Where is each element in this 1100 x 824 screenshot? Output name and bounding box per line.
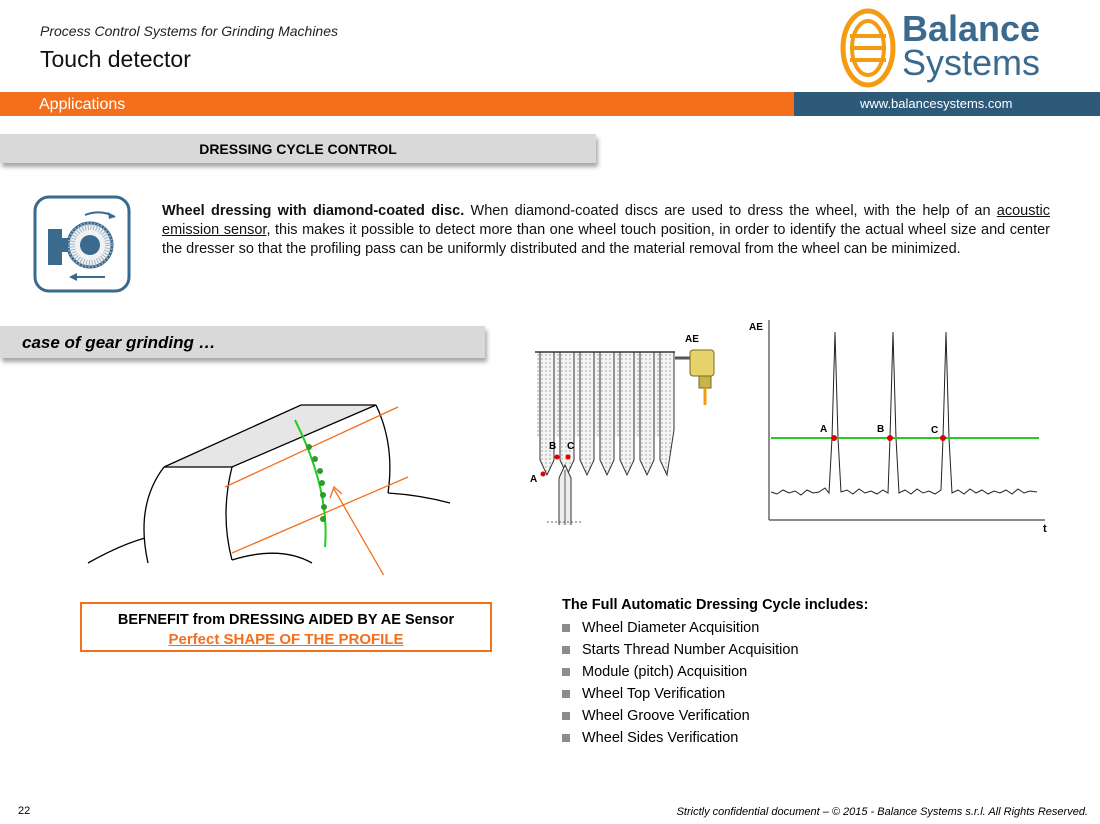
- list-item: [562, 683, 799, 705]
- company-logo: [840, 8, 1050, 88]
- list-item: [562, 705, 799, 727]
- description-lead: Wheel dressing with diamond-coated disc.: [162, 203, 465, 219]
- acoustic-emission-link[interactable]: acoustic emission sensor: [162, 203, 1050, 238]
- bullet-square-icon: [562, 690, 570, 698]
- benefit-box: [80, 602, 492, 652]
- page-number: 22: [18, 805, 31, 817]
- logo-text-systems: Systems: [902, 42, 1041, 83]
- peak-b-marker: [887, 435, 893, 441]
- peak-c-marker: [940, 435, 946, 441]
- case-heading: case of gear grinding …: [22, 333, 216, 352]
- peak-c-label: C: [931, 425, 939, 436]
- chart-x-label: t: [1043, 523, 1047, 535]
- benefit-highlight: Perfect SHAPE OF THE PROFILE: [168, 631, 404, 648]
- benefit-title: BEFNEFIT from DRESSING AIDED BY AE Sensor: [117, 612, 455, 628]
- bullet-square-icon: [562, 668, 570, 676]
- description-paragraph: [162, 202, 1050, 259]
- bullet-square-icon: [562, 646, 570, 654]
- list-item-text: Wheel Diameter Acquisition: [582, 620, 760, 636]
- bullet-square-icon: [562, 624, 570, 632]
- document-subtitle: Process Control Systems for Grinding Machines: [40, 23, 338, 39]
- website-bar: [794, 92, 1100, 116]
- balance-logo-icon: [840, 8, 900, 88]
- ae-sensor-label: AE: [685, 334, 699, 345]
- website-link[interactable]: www.balancesystems.com: [860, 96, 1013, 111]
- footer-notice: Strictly confidential document – © 2015 - Balance Systems s.r.l. All Rights Reserved.: [676, 806, 1088, 818]
- gear-grinding-illustration: [80, 395, 460, 575]
- list-item: [562, 727, 799, 749]
- point-c-label: C: [567, 441, 575, 452]
- list-item-text: Wheel Top Verification: [582, 686, 726, 702]
- list-item-text: Wheel Sides Verification: [582, 730, 739, 746]
- bullet-square-icon: [562, 712, 570, 720]
- description-part-2: , this makes it possible to detect more than one wheel touch position, in order to identify the actual wheel size and center the dresser so that the profiling pass can be uniformly distributed and the material removal from the wheel can be minimized.: [162, 222, 1051, 257]
- list-item: [562, 617, 799, 639]
- chart-y-label: AE: [749, 322, 763, 333]
- ae-signal-chart: [745, 318, 1060, 538]
- list-item: [562, 661, 799, 683]
- ae-signal-trace: [771, 332, 1037, 495]
- list-item-text: Wheel Groove Verification: [582, 708, 750, 724]
- section-bar: [0, 92, 794, 116]
- cycle-heading: The Full Automatic Dressing Cycle includes:: [562, 597, 869, 613]
- grinding-wheel-diagram: [525, 330, 735, 535]
- dressing-cycle-banner: [0, 134, 596, 163]
- list-item: [562, 639, 799, 661]
- description-part-1: When diamond-coated discs are used to dress the wheel, with the help of an: [464, 203, 997, 219]
- peak-a-marker: [831, 435, 837, 441]
- peak-b-label: B: [877, 424, 885, 435]
- page-title: Touch detector: [40, 46, 191, 72]
- point-b-label: B: [549, 441, 557, 452]
- point-a-label: A: [530, 474, 538, 485]
- list-item-text: Starts Thread Number Acquisition: [582, 642, 799, 658]
- peak-a-label: A: [820, 424, 828, 435]
- cycle-list: [562, 617, 799, 749]
- dressing-cycle-heading: DRESSING CYCLE CONTROL: [199, 141, 397, 157]
- list-item-text: Module (pitch) Acquisition: [582, 664, 748, 680]
- dressing-disc-icon: [33, 195, 131, 293]
- case-banner: [0, 326, 485, 358]
- logo-text-balance: Balance: [902, 8, 1041, 49]
- bullet-square-icon: [562, 734, 570, 742]
- section-label: Applications: [39, 96, 126, 113]
